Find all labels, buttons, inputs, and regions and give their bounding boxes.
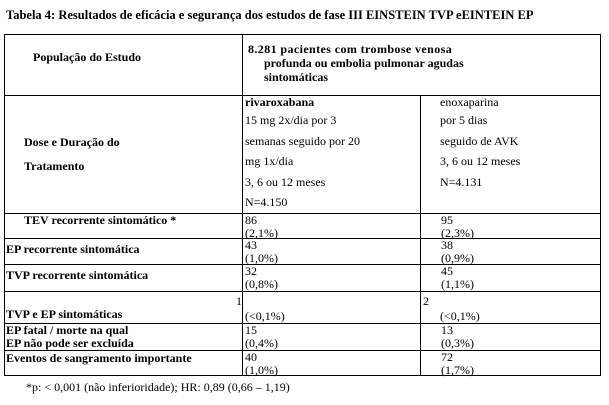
table-caption: Tabela 4: Resultados de eficácia e segurança dos estudos de fase III EINSTEIN TVP eEINTEIN EP bbox=[6, 8, 534, 22]
cell-rivaroxaban-ep bbox=[245, 239, 278, 265]
cell-percent: (0,9%) bbox=[441, 251, 474, 265]
row-divider bbox=[4, 264, 601, 265]
cell-count: 72 bbox=[441, 350, 453, 364]
cell-rivaroxaban-bleeding bbox=[245, 351, 278, 377]
cell-percent: (1,7%) bbox=[441, 363, 474, 377]
cell-percent: (1,1%) bbox=[441, 277, 474, 291]
rivaroxaban-dose-line: 15 mg 2x/dia por 3 bbox=[245, 113, 337, 127]
row-label-tev: TEV recorrente sintomático * bbox=[24, 213, 177, 227]
enoxaparin-dose bbox=[440, 94, 520, 192]
cell-count: 2 bbox=[423, 294, 429, 308]
rivaroxaban-dose-line: 3, 6 ou 12 meses bbox=[245, 174, 326, 189]
cell-percent: (0,8%) bbox=[245, 277, 278, 291]
cell-rivaroxaban-tvp bbox=[245, 265, 278, 291]
column-divider bbox=[420, 95, 421, 376]
population-line-2: profunda ou embolia pulmonar agudas bbox=[264, 56, 464, 70]
cell-enoxaparin-tvp-ep bbox=[423, 294, 480, 324]
rivaroxaban-name: rivaroxabana bbox=[245, 95, 315, 109]
row-label-tvp: TVP recorrente sintomática bbox=[6, 268, 149, 282]
dose-label-line-1: Dose e Duração do bbox=[24, 135, 120, 149]
enoxaparin-n: N=4.131 bbox=[440, 174, 483, 189]
cell-rivaroxaban-tvp-ep bbox=[236, 294, 285, 324]
enoxaparin-dose-line: 3, 6 ou 12 meses bbox=[440, 154, 521, 168]
cell-count: 40 bbox=[245, 350, 257, 364]
dose-label bbox=[24, 130, 120, 178]
row-divider bbox=[4, 291, 601, 292]
cell-percent: (<0,1%) bbox=[245, 309, 285, 323]
cell-enoxaparin-tev bbox=[441, 214, 474, 240]
cell-enoxaparin-ep bbox=[441, 239, 474, 265]
cell-count: 38 bbox=[441, 238, 453, 252]
cell-percent: (2,3%) bbox=[441, 226, 474, 240]
rivaroxaban-dose-line: semanas seguido por 20 bbox=[245, 133, 360, 148]
cell-rivaroxaban-tev bbox=[245, 214, 278, 240]
cell-count: 13 bbox=[441, 323, 453, 337]
enoxaparin-dose-line: seguido de AVK bbox=[440, 133, 519, 148]
cell-enoxaparin-bleeding bbox=[441, 351, 474, 377]
cell-count: 86 bbox=[245, 213, 257, 227]
rivaroxaban-dose-line: mg 1x/dia bbox=[245, 154, 294, 168]
population-description bbox=[248, 42, 488, 84]
cell-percent: (0,3%) bbox=[441, 336, 474, 350]
cell-count: 95 bbox=[441, 213, 453, 227]
dose-label-line-2: Tratamento bbox=[24, 159, 85, 173]
population-label: População do Estudo bbox=[33, 50, 142, 64]
cell-count: 45 bbox=[441, 264, 453, 278]
cell-count: 1 bbox=[236, 294, 242, 308]
cell-enoxaparin-tvp bbox=[441, 265, 474, 291]
row-label-tvp-ep: TVP e EP sintomáticas bbox=[6, 307, 123, 321]
cell-percent: (0,4%) bbox=[245, 336, 278, 350]
row-label-ep-fatal bbox=[6, 324, 134, 350]
cell-rivaroxaban-ep-fatal bbox=[245, 324, 278, 350]
enoxaparin-dose-line: por 5 dias bbox=[440, 113, 488, 127]
cell-count: 15 bbox=[245, 323, 257, 337]
table-footnote: *p: < 0,001 (não inferioridade); HR: 0,89 (0,66 – 1,19) bbox=[26, 380, 290, 394]
column-divider bbox=[242, 34, 243, 376]
cell-count: 32 bbox=[245, 264, 257, 278]
cell-enoxaparin-ep-fatal bbox=[441, 324, 474, 350]
row-label-line: EP não pode ser excluída bbox=[6, 336, 134, 350]
rivaroxaban-n: N=4.150 bbox=[245, 195, 288, 209]
cell-percent: (<0,1%) bbox=[440, 309, 480, 323]
row-label-bleeding: Eventos de sangramento importante bbox=[6, 351, 192, 365]
cell-count: 43 bbox=[245, 238, 257, 252]
row-divider bbox=[4, 238, 601, 239]
enoxaparin-name: enoxaparina bbox=[440, 95, 499, 109]
cell-percent: (1,0%) bbox=[245, 251, 278, 265]
row-label-ep: EP recorrente sintomática bbox=[6, 242, 140, 256]
cell-percent: (2,1%) bbox=[245, 226, 278, 240]
rivaroxaban-dose bbox=[245, 94, 360, 213]
row-label-line: EP fatal / morte na qual bbox=[6, 323, 129, 337]
population-line-3: sintomáticas bbox=[264, 70, 328, 84]
population-line-1: 8.281 pacientes com trombose venosa bbox=[248, 42, 453, 56]
cell-percent: (1,0%) bbox=[245, 363, 278, 377]
